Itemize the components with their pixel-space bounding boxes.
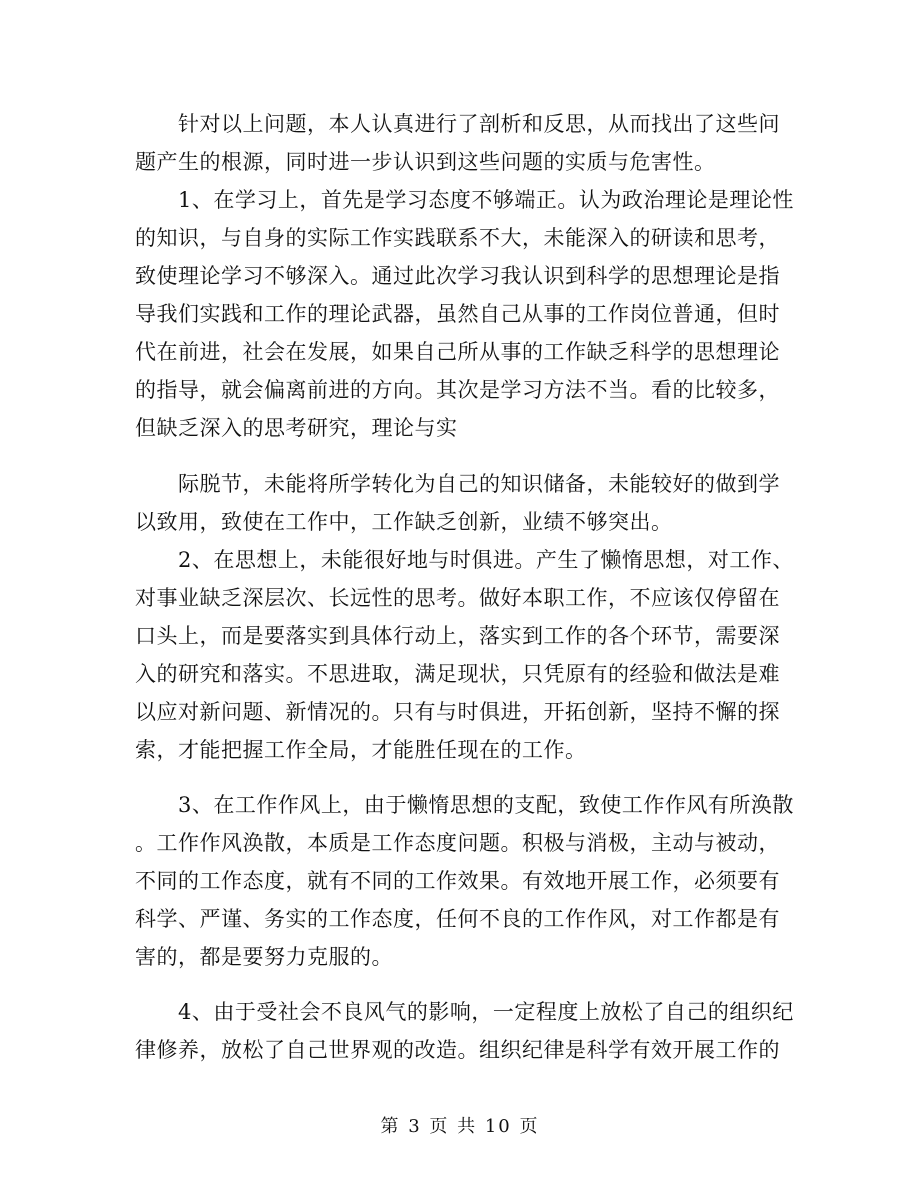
text-line: 代在前进，社会在发展，如果自己所从事的工作缺乏科学的思想理论 — [135, 340, 780, 364]
text-line: 导我们实践和工作的理论武器，虽然自己从事的工作岗位普通，但时 — [135, 302, 780, 326]
text-line: 索，才能把握工作全局，才能胜任现在的工作。 — [135, 738, 587, 762]
text-line: 不同的工作态度，就有不同的工作效果。有效地开展工作，必须要有 — [135, 869, 780, 893]
text-line: 题产生的根源，同时进一步认识到这些问题的实质与危害性。 — [135, 150, 716, 174]
text-line: 4、由于受社会不良风气的影响，一定程度上放松了自己的组织纪 — [178, 1000, 794, 1024]
text-line: 3、在工作作风上，由于懒惰思想的支配，致使工作作风有所涣散 — [178, 793, 794, 817]
text-line: 以应对新问题、新情况的。只有与时俱进，开拓创新，坚持不懈的探 — [135, 700, 780, 724]
text-line: 际脱节，未能将所学转化为自己的知识储备，未能较好的做到学 — [178, 472, 780, 496]
text-line: 入的研究和落实。不思进取，满足现状，只凭原有的经验和做法是难 — [135, 662, 780, 686]
text-line: 律修养，放松了自己世界观的改造。组织纪律是科学有效开展工作的 — [135, 1038, 780, 1062]
text-line: 1、在学习上，首先是学习态度不够端正。认为政治理论是理论性 — [178, 188, 794, 212]
text-line: 2、在思想上，未能很好地与时俱进。产生了懒惰思想，对工作、 — [178, 548, 794, 572]
page-number-footer: 第 3 页 共 10 页 — [380, 1116, 540, 1137]
text-line: 以致用，致使在工作中，工作缺乏创新，业绩不够突出。 — [135, 510, 673, 534]
text-line: 致使理论学习不够深入。通过此次学习我认识到科学的思想理论是指 — [135, 264, 780, 288]
text-line: 。工作作风涣散，本质是工作态度问题。积极与消极，主动与被动， — [135, 831, 780, 855]
text-line: 针对以上问题，本人认真进行了剖析和反思，从而找出了这些问 — [178, 112, 780, 136]
text-line: 的指导，就会偏离前进的方向。其次是学习方法不当。看的比较多， — [135, 378, 780, 402]
text-line: 对事业缺乏深层次、长远性的思考。做好本职工作，不应该仅停留在 — [135, 586, 780, 610]
text-line: 口头上，而是要落实到具体行动上，落实到工作的各个环节，需要深 — [135, 624, 780, 648]
text-line: 的知识，与自身的实际工作实践联系不大，未能深入的研读和思考， — [135, 226, 780, 250]
text-line: 科学、严谨、务实的工作态度，任何不良的工作作风，对工作都是有 — [135, 907, 780, 931]
text-line: 但缺乏深入的思考研究，理论与实 — [135, 416, 458, 440]
text-line: 害的，都是要努力克服的。 — [135, 945, 393, 969]
